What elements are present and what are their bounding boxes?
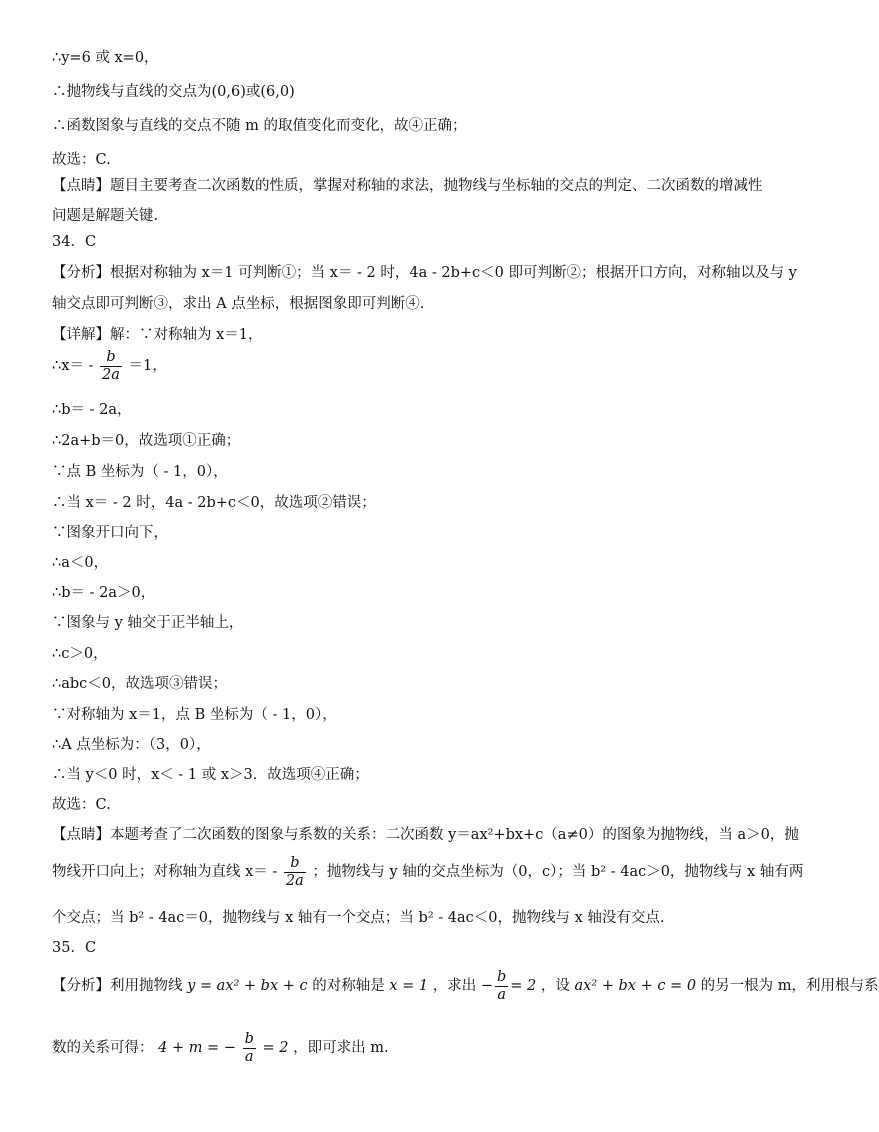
text-line: 【分析】根据对称轴为 x＝1 可判断①；当 x＝ - 2 时，4a - 2b+c＜0 即可判断②；根据开口方向，对称轴以及与 y — [52, 265, 797, 281]
question-number: 34．C — [52, 234, 97, 250]
formula-prefix: 4 + m = − — [158, 1040, 236, 1056]
text-line: ∵点 B 坐标为（ - 1，0）， — [52, 464, 228, 480]
text-line: 故选：C. — [52, 152, 111, 168]
minus-sign: − — [480, 978, 493, 994]
text-line: ∴y=6 或 x=0， — [52, 50, 159, 66]
text-line: ∴2a+b＝0，故选项①正确； — [52, 433, 241, 449]
text-line: ∵图象开口向下， — [52, 525, 168, 541]
fraction — [495, 969, 508, 1004]
formula: y = ax² + bx + c — [187, 978, 308, 994]
text-segment: 数的关系可得： — [52, 1040, 154, 1056]
text-line: ∴函数图象与直线的交点不随 m 的取值变化而变化，故④正确； — [52, 118, 467, 134]
text-segment: 的另一根为 m，利用根与系 — [700, 978, 879, 994]
fraction-denominator: 2a — [285, 872, 304, 889]
fraction — [243, 1031, 256, 1066]
text-line: 故选：C. — [52, 797, 111, 813]
question-number: 35．C — [52, 940, 97, 956]
text-line: ∴b＝ - 2a＞0， — [52, 585, 156, 601]
text-line: ∴a＜0， — [52, 555, 109, 571]
text-line: ∴抛物线与直线的交点为(0,6)或(6,0) — [52, 84, 295, 100]
fraction-numerator: b — [497, 968, 507, 985]
text-line: 【点睛】题目主要考查二次函数的性质，掌握对称轴的求法，抛物线与坐标轴的交点的判定、二次函数的增减性 — [52, 178, 763, 194]
text-line: ∴c＞0， — [52, 646, 108, 662]
text-line: ∴当 y＜0 时，x＜ - 1 或 x＞3．故选项④正确； — [52, 767, 369, 783]
formula: ax² + bx + c = 0 — [574, 978, 697, 994]
text-line: 个交点；当 b² - 4ac＝0，抛物线与 x 轴有一个交点；当 b² - 4ac＜0，抛物线与 x 轴没有交点. — [52, 910, 665, 926]
formula-suffix: = 2 — [510, 978, 537, 994]
formula-line — [52, 1028, 760, 1068]
text-line: 问题是解题关键. — [52, 208, 159, 224]
text-segment: ，即可求出 m. — [293, 1040, 389, 1056]
text-line: ∴abc＜0，故选项③错误； — [52, 676, 227, 692]
text-segment: ，设 — [540, 978, 570, 994]
text-line: ∵对称轴为 x＝1，点 B 坐标为（ - 1，0）， — [52, 707, 337, 723]
text-line: 【点睛】本题考查了二次函数的图象与系数的关系：二次函数 y＝ax²+bx+c（a≠0）的图象为抛物线，当 a＞0，抛 — [52, 827, 799, 843]
text-segment: ，求出 — [432, 978, 477, 994]
formula-line — [52, 852, 804, 892]
text-segment: 【分析】利用抛物线 — [52, 978, 183, 994]
fraction-numerator: b — [100, 349, 122, 367]
formula-prefix: 物线开口向上；对称轴为直线 x＝ - — [52, 864, 278, 880]
text-line: ∵图象与 y 轴交于正半轴上， — [52, 615, 244, 631]
text-line: ∴A 点坐标为：（3，0）， — [52, 737, 211, 753]
fraction-numerator: b — [244, 1030, 254, 1047]
text-line: 轴交点即可判断③，求出 A 点坐标，根据图象即可判断④. — [52, 296, 425, 312]
formula-suffix: ；抛物线与 y 轴的交点坐标为（0，c）；当 b² - 4ac＞0，抛物线与 x 轴有两 — [312, 864, 804, 880]
formula-suffix: = 2 — [262, 1040, 289, 1056]
fraction — [100, 349, 122, 384]
text-line: 【详解】解：∵对称轴为 x＝1， — [52, 327, 263, 343]
fraction-denominator: a — [244, 1048, 254, 1065]
formula-prefix: ∴x＝ - — [52, 358, 94, 374]
formula-line — [52, 348, 760, 384]
text-line: ∴b＝ - 2a， — [52, 402, 132, 418]
fraction-numerator: b — [284, 855, 306, 873]
text-line: ∴当 x＝ - 2 时，4a - 2b+c＜0，故选项②错误； — [52, 495, 376, 511]
fraction — [284, 855, 306, 890]
text-segment: 的对称轴是 — [312, 978, 385, 994]
formula: x = 1 — [389, 978, 429, 994]
formula-suffix: ＝1， — [128, 358, 167, 374]
fraction-denominator: a — [497, 986, 506, 1003]
fraction-denominator: 2a — [102, 366, 120, 383]
formula-line — [52, 966, 879, 1006]
